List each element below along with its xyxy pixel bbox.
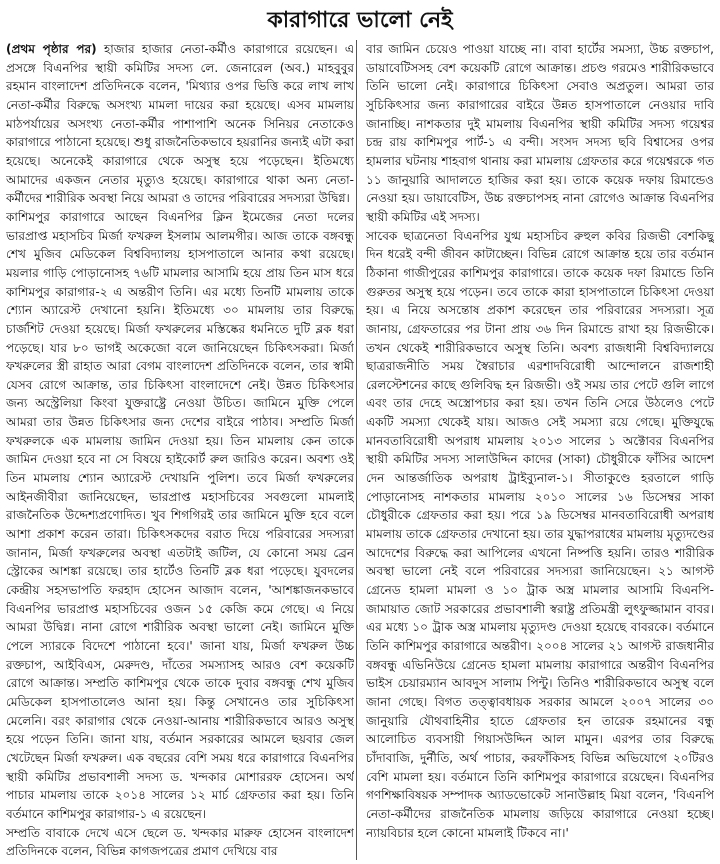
paragraph — [6, 40, 354, 208]
headline: কারাগারে ভালো নেই — [267, 8, 453, 33]
headline-box — [250, 6, 470, 36]
paragraph: সম্প্রতি বাবাকে দেখে এসে ছেলে ড. খন্দকার মারুফ হোসেন বাংলাদেশ প্রতিদিনকে বলেন, বিভিন্ন কাগজপত্রের প্রমাণ দেখিয়ে বার — [6, 825, 354, 859]
column-divider — [356, 40, 357, 860]
paragraph-text: হাজার হাজার নেতা-কর্মীও কারাগারে রয়েছেন। এ প্রসঙ্গে বিএনপির স্থায়ী কমিটির সদস্য লে. জেনারেল (অব.) মাহবুবুর রহমান বাংলাদেশ প্রতিদিনকে বলেন, 'মিথ্যার ওপর ভিত্তি করে লাখ লাখ নেতা-কর্মীর বিরুদ্ধে অসংখ্য মামলা দায়ের করা হয়েছে। এসব মামলায় মাঠপর্যায়ের অসংখ্য নেতা-কর্মীর পাশাপাশি অনেক সিনিয়র নেতাকেও কারাগারে পাঠানো হয়েছে। শুধু রাজনৈতিকভাবে হয়রানির জন্যই এটা করা হয়েছে। অনেকেই কারাগারে থেকে অসুস্থ হয়ে পড়েছেন। ইতিমধ্যে আমাদের একজন নেতার মৃত্যুও হয়েছে। কারাগারে থাকা অন্য নেতা-কর্মীদের শারীরিক অবস্থা নিয়ে আমরা ও তাদের পরিবারের সদস্যরা উদ্বিগ্ন। — [6, 42, 354, 206]
column-right — [366, 40, 714, 862]
paragraph: কাশিমপুর কারাগারে আছেন বিএনপির ক্লিন ইমেজের নেতা দলের ভারপ্রাপ্ত মহাসচিব মির্জা ফখরুল ইসলাম আলমগীর। আজ তাকে বঙ্গবন্ধু শেখ মুজিব মেডিকেল বিশ্ববিদ্যালয় হাসপাতালে আনার কথা রয়েছে। ময়লার গাড়ি পোড়ানোসহ ৭৬টি মামলার আসামি হয়ে প্রায় তিন মাস ধরে কাশিমপুর কারাগার-২ এ অন্তরীণ তিনি। এর মধ্যে তিনটি মামলায় তাকে শ্যোন অ্যারেস্ট দেখানো হয়নি। ইতিমধ্যে ৩০ মামলায় তার বিরুদ্ধে চার্জশিট দেওয়া হয়েছে। মির্জা ফখরুলের মস্তিষ্কের ধমনিতে দুটি ব্লক ধরা পড়েছে। যার ৮০ ভাগই অকেজো বলে জানিয়েছেন চিকিৎসকরা। মির্জা ফখরুলের স্ত্রী রাহাত আরা বেগম বাংলাদেশ প্রতিদিনকে বলেন, তার স্বামী যেসব রোগে আক্রান্ত, তার চিকিৎসা বাংলাদেশে নেই। উন্নত চিকিৎসার জন্য অস্ট্রেলিয়া কিংবা যুক্তরাষ্ট্রে নেওয়া উচিত। জামিনে মুক্তি পেলে আমরা তার উন্নত চিকিৎসার জন্য দেশের বাইরে পাঠাব। সম্প্রতি মির্জা ফখরুলকে এক মামলায় জামিন দেওয়া হয়। তিন মামলায় কেন তাকে জামিন দেওয়া হবে না সে বিষয়ে হাইকোর্ট রুল জারিও করেন। অবশ্য ওই তিন মামলায় শ্যোন অ্যারেস্ট দেখায়নি পুলিশ। তবে মির্জা ফখরুলের আইনজীবীরা জানিয়েছেন, ভারপ্রাপ্ত মহাসচিবের সবগুলো মামলাই রাজনৈতিক উদ্দেশ্যপ্রণোদিত। খুব শিগগিরই তার জামিনে মুক্তি হবে বলে আশা প্রকাশ করেন তারা। চিকিৎসকদের বরাত দিয়ে পরিবারের সদস্যরা জানান, মির্জা ফখরুলের অবস্থা এতটাই জটিল, যে কোনো সময় ব্রেন স্ট্রোকের আশঙ্কা রয়েছে। তার হার্টেও তিনটি ব্লক ধরা পড়েছে। যুবদলের কেন্দ্রীয় সহসভাপতি ফরহাদ হোসেন আজাদ বলেন, 'আশঙ্কাজনকভাবে বিএনপির ভারপ্রাপ্ত মহাসচিবের ওজন ১৫ কেজি কমে গেছে। এ নিয়ে আমরা উদ্বিগ্ন। নানা রোগে শারীরিক অবস্থা ভালো নেই। জামিনে মুক্তি পেলে স্যারকে বিদেশে পাঠানো হবে।' জানা যায়, মির্জা ফখরুল উচ্চ রক্তচাপ, আইবিএস, মেরুদণ্ড, দাঁতের সমস্যাসহ আরও বেশ কয়েকটি রোগে আক্রান্ত। সম্প্রতি কাশিমপুর থেকে তাকে দুবার বঙ্গবন্ধু শেখ মুজিব মেডিকেল হাসপাতালেও আনা হয়। কিন্তু সেখানেও তার সুচিকিৎসা মেলেনি। বরং কারাগার থেকে নেওয়া-আনায় শারীরিকভাবে আরও অসুস্থ হয়ে পড়েন তিনি। জানা যায়, বর্তমান সরকারের আমলে ছয়বার জেল খেটেছেন মির্জা ফখরুল। এক বছরের বেশি সময় ধরে কারাগারে বিএনপির স্থায়ী কমিটির প্রভাবশালী সদস্য ড. খন্দকার মোশাররফ হোসেন। অর্থ পাচার মামলায় তাকে ২০১৪ সালের ১২ মার্চ গ্রেফতার করা হয়। তিনি বর্তমানে কাশিমপুর কারাগার-১ এ রয়েছেন। — [6, 209, 354, 821]
lead-label: (প্রথম পৃষ্ঠার পর) — [6, 42, 97, 56]
paragraph: বার জামিন চেয়েও পাওয়া যাচ্ছে না। বাবা হার্টের সমস্যা, উচ্চ রক্তচাপ, ডায়াবেটিসসহ বেশ কয়েকটি রোগে আক্রান্ত। প্রচণ্ড গরমেও শারীরিকভাবে তিনি ভালো নেই। কারাগারে চিকিৎসা সেবাও অপ্রতুল। আমরা তার সুচিকিৎসার জন্য কারাগারের বাইরে উন্নত হাসপাতালে নেওয়ার দাবি জানাচ্ছি। নাশকতার দুই মামলায় বিএনপির স্থায়ী কমিটির সদস্য গয়েশ্বর চন্দ্র রায় কাশিমপুর পার্ট-১ এ বন্দী। সংসদ সদস্য ছবি বিশ্বাসের ওপর হামলার ঘটনায় শাহবাগ থানায় করা মামলায় গ্রেফতার করে গয়েশ্বরকে গত ১১ জানুয়ারি আদালতে হাজির করা হয়। তাকে কয়েক দফায় রিমান্ডেও নেওয়া হয়। ডায়াবেটিস, উচ্চ রক্তচাপসহ নানা রোগেও আক্রান্ত বিএনপির স্থায়ী কমিটির এই সদস্য। — [366, 42, 714, 224]
column-left — [6, 40, 354, 862]
headline-area — [0, 0, 720, 40]
paragraph: সাবেক ছাত্রনেতা বিএনপির যুগ্ম মহাসচিব রুহুল কবির রিজভী বেশকিছু দিন ধরেই বন্দী জীবন কাটাচ্ছেন। বিভিন্ন রোগে আক্রান্ত হয়ে তার বর্তমান ঠিকানা গাজীপুরের কাশিমপুর কারাগারে। তাকে কয়েক দফা রিমান্ডে তিনি গুরুতর অসুস্থ হয়ে পড়েন। তবে তাকে কারা হাসপাতালে চিকিৎসা দেওয়া হয়। এ নিয়ে অসন্তোষ প্রকাশ করেছেন তার পরিবারের সদস্যরা। সূত্র জানায়, গ্রেফতারের পর টানা প্রায় ৩৬ দিন রিমান্ডে রাখা হয় রিজভীকে। তখন থেকেই শারীরিকভাবে অসুস্থ তিনি। অবশ্য রাজধানী বিশ্ববিদ্যালয়ে ছাত্ররাজনীতি সময় স্বৈরাচার এরশাদবিরোধী আন্দোলনে রাজশাহী রেলস্টেশনের কাছে গুলিবিদ্ধ হন রিজভী। ওই সময় তার পেটে গুলি লাগে এবং তার দেহে অস্ত্রোপচার করা হয়। তখন তিনি সেরে উঠলেও পেটে একটি সমস্যা থেকেই যায়। আজও সেই সমস্যা রয়ে গেছে। মুক্তিযুদ্ধে মানবতাবিরোধী অপরাধ মামলায় ২০১৩ সালের ১ অক্টোবর বিএনপির স্থায়ী কমিটির সদস্য সালাউদ্দিন কাদের (সাকা) চৌধুরীকে ফাঁসির আদেশ দেন আন্তর্জাতিক অপরাধ ট্রাইব্যুনাল-১। সীতাকুণ্ডে হরতালে গাড়ি পোড়ানোসহ নাশকতার মামলায় ২০১০ সালের ১৬ ডিসেম্বর সাকা চৌধুরীকে গ্রেফতার করা হয়। পরে ১৯ ডিসেম্বর মানবতাবিরোধী অপরাধ মামলায় তাকে গ্রেফতার দেখানো হয়। তার যুদ্ধাপরাধের মামলায় মৃত্যুদণ্ডের আদেশের বিরুদ্ধে করা আপিলের এখনো নিষ্পত্তি হয়নি। তারও শারীরিক অবস্থা ভালো নেই বলে পরিবারের সদস্যরা জানিয়েছেন। ২১ আগস্ট গ্রেনেড হামলা মামলা ও ১০ ট্রাক অস্ত্র মামলার আসামি বিএনপি-জামায়াত জোট সরকারের প্রভাবশালী স্বরাষ্ট্র প্রতিমন্ত্রী লুৎফুজ্জামান বাবর। এর মধ্যে ১০ ট্রাক অস্ত্র মামলায় মৃত্যুদণ্ড দেওয়া হয়েছে বাবরকে। বর্তমানে তিনি কাশিমপুর কারাগারে অন্তরীণ। ২০০৪ সালের ২১ আগস্ট রাজধানীর বঙ্গবন্ধু এভিনিউয়ে গ্রেনেড হামলা মামলায় কারাগারে অন্তরীণ বিএনপির ভাইস চেয়ারম্যান আবদুস সালাম পিন্টু। তিনিও শারীরিকভাবে অসুস্থ বলে জানা গেছে। বিগত তত্ত্বাবধায়ক সরকার আমলে ২০০৭ সালের ৩০ জানুয়ারি যৌথবাহিনীর হাতে গ্রেফতার হন তারেক রহমানের বন্ধু আলোচিত ব্যবসায়ী গিয়াসউদ্দিন আল মামুন। এরপর তার বিরুদ্ধে চাঁদাবাজি, দুর্নীতি, অর্থ পাচার, করফাঁকিসহ বিভিন্ন অভিযোগে ২০টিরও বেশি মামলা হয়। বর্তমানে তিনি কাশিমপুর কারাগারে রয়েছেন। বিএনপির গণশিক্ষাবিষয়ক সম্পাদক অ্যাডভোকেট সানাউল্লাহ মিয়া বলেন, 'বিএনপি নেতা-কর্মীদের রাজনৈতিক মামলায় জড়িয়ে কারাগারে নেওয়া হচ্ছে। ন্যায়বিচার হলে কোনো মামলাই টিকবে না।' — [366, 228, 714, 840]
